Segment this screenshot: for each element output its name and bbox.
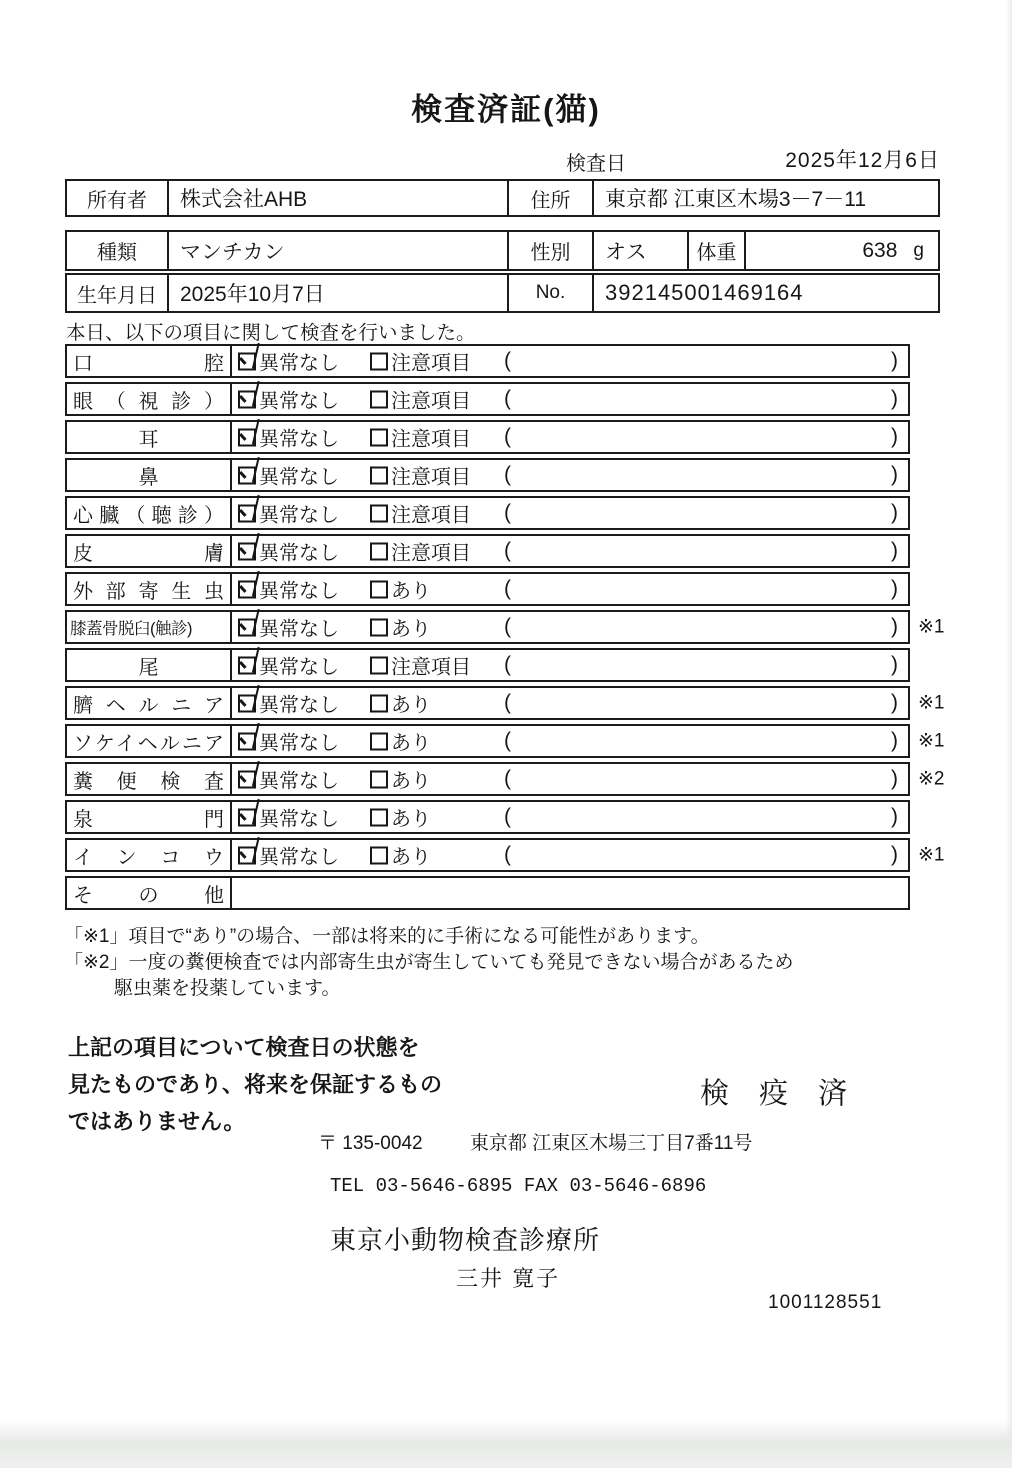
disclaimer-line-1: 上記の項目について検査日の状態を [68, 1035, 420, 1060]
checklist-item-label [67, 840, 232, 870]
option-label: 異常なし [259, 656, 339, 679]
owner-value: 株式会社AHB [167, 181, 507, 215]
remark-paren-close: ) [891, 805, 898, 828]
option-issue [370, 385, 471, 414]
option-label: 注意項目 [391, 390, 471, 413]
scan-edge-bottom [0, 1420, 1012, 1468]
checkbox-unchecked-icon[interactable] [370, 542, 388, 560]
intro-text: 本日、以下の項目に関して検査を行いました。 [66, 322, 476, 344]
option-issue [370, 575, 431, 604]
option-label: 異常なし [259, 580, 339, 603]
option-no-abnormality [238, 765, 339, 794]
option-label: 異常なし [259, 846, 339, 869]
option-no-abnormality [238, 803, 339, 832]
footnote-1: 「※1」項目で“あり”の場合、一部は将来的に手術になる可能性があります。 [64, 926, 710, 947]
checkbox-checked-icon[interactable] [238, 580, 256, 598]
checklist-row [65, 534, 910, 568]
remark-paren-open: ( [504, 767, 511, 790]
option-issue [370, 537, 471, 566]
inspection-date-value: 2025年12月6日 [785, 149, 940, 172]
option-issue [370, 841, 431, 870]
remark-paren-close: ) [891, 729, 898, 752]
checklist-item-label [67, 802, 232, 832]
option-label: あり [391, 770, 431, 793]
address-value: 東京都 江東区木場3－7－11 [592, 181, 938, 215]
remark-paren-close: ) [891, 577, 898, 600]
option-label: 異常なし [259, 390, 339, 413]
checklist-row-content [232, 384, 908, 414]
footnote-2: 「※2」一度の糞便検査では内部寄生虫が寄生していても発見できない場合があるため [64, 952, 794, 973]
footnote-ref-mark: ※2 [918, 768, 945, 790]
weight-value: 638 [862, 238, 898, 262]
disclaimer [68, 1029, 442, 1140]
checklist-item-label [67, 460, 232, 490]
serial-number: 1001128551 [768, 1292, 883, 1313]
checklist-row [65, 876, 910, 910]
checklist-item-label [67, 688, 232, 718]
checklist-row-content [232, 422, 908, 452]
footnote-ref-mark: ※1 [918, 844, 945, 866]
remark-paren-open: ( [504, 843, 511, 866]
animal-table-row1 [65, 230, 940, 271]
checklist-item-label-text: 眼（視診） [73, 390, 224, 413]
remark-paren-open: ( [504, 729, 511, 752]
option-no-abnormality [238, 385, 339, 414]
remark-paren-open: ( [504, 691, 511, 714]
remark-paren-open: ( [504, 615, 511, 638]
option-label: 注意項目 [391, 542, 471, 565]
checklist-item-label [67, 384, 232, 414]
checklist-item-label [67, 878, 232, 908]
option-no-abnormality [238, 613, 339, 642]
option-label: 異常なし [259, 694, 339, 717]
checkbox-checked-icon[interactable] [238, 618, 256, 636]
option-label: 異常なし [259, 428, 339, 451]
checklist-row [65, 496, 910, 530]
checklist-row [65, 344, 910, 378]
remark-paren-close: ) [891, 501, 898, 524]
weight-cell [744, 232, 938, 269]
option-label: あり [391, 618, 431, 641]
checkbox-checked-icon[interactable] [238, 770, 256, 788]
option-issue [370, 727, 431, 756]
checkbox-checked-icon[interactable] [238, 466, 256, 484]
checklist-item-label [67, 612, 232, 642]
checkbox-checked-icon[interactable] [238, 390, 256, 408]
clinic-address: 東京都 江東区木場三丁目7番11号 [469, 1133, 753, 1154]
veterinarian-name: 三井 寛子 [456, 1266, 561, 1291]
checklist-row [65, 610, 945, 644]
option-label: 異常なし [259, 618, 339, 641]
no-label: No. [507, 275, 592, 311]
option-issue [370, 651, 471, 680]
checklist-row [65, 838, 945, 872]
remark-paren-close: ) [891, 463, 898, 486]
checkbox-checked-icon[interactable] [238, 808, 256, 826]
checklist-item-label [67, 574, 232, 604]
remark-paren-close: ) [891, 349, 898, 372]
option-issue [370, 347, 471, 376]
option-issue [370, 689, 431, 718]
footnote-ref-mark: ※1 [918, 692, 945, 714]
checkbox-checked-icon[interactable] [238, 542, 256, 560]
checklist-item-label-text: 鼻 [138, 466, 159, 489]
remark-paren-open: ( [504, 387, 511, 410]
birth-value: 2025年10月7日 [167, 275, 507, 311]
owner-table [65, 179, 940, 217]
checkbox-checked-icon[interactable] [238, 846, 256, 864]
checkbox-unchecked-icon[interactable] [370, 732, 388, 750]
checklist-row [65, 648, 910, 682]
checklist-item-label-text: 口腔 [73, 352, 224, 375]
remark-paren-close: ) [891, 615, 898, 638]
option-no-abnormality [238, 727, 339, 756]
checklist-item-label-text: 心臓（聴診） [73, 504, 224, 527]
footnote-ref-mark: ※1 [918, 616, 945, 638]
checklist-item-label-text: 膝蓋骨脱臼(触診) [70, 620, 192, 638]
checklist-item-label-text: その他 [73, 884, 224, 907]
checkbox-unchecked-icon[interactable] [370, 618, 388, 636]
remark-paren-close: ) [891, 539, 898, 562]
checkbox-unchecked-icon[interactable] [370, 580, 388, 598]
checklist-row [65, 572, 910, 606]
animal-table-row2 [65, 273, 940, 313]
option-no-abnormality [238, 499, 339, 528]
option-no-abnormality [238, 537, 339, 566]
remark-paren-close: ) [891, 843, 898, 866]
checklist-item-label-text: 臍ヘルニア [73, 694, 224, 717]
checklist-row-content [232, 802, 908, 832]
inspection-date-label: 検査日 [566, 153, 626, 175]
clinic-name: 東京小動物検査診療所 [330, 1225, 601, 1255]
checklist-row-content [232, 878, 908, 908]
sex-value: オス [592, 232, 687, 269]
checklist-item-label [67, 346, 232, 376]
option-label: 注意項目 [391, 656, 471, 679]
remark-paren-open: ( [504, 539, 511, 562]
option-label: あり [391, 580, 431, 603]
remark-paren-close: ) [891, 387, 898, 410]
checklist-row [65, 800, 910, 834]
checkbox-unchecked-icon[interactable] [370, 352, 388, 370]
checkbox-checked-icon[interactable] [238, 694, 256, 712]
sex-label: 性別 [507, 232, 592, 269]
checklist-row [65, 762, 945, 796]
checklist-item-label-text: 泉門 [73, 808, 224, 831]
option-issue [370, 613, 431, 642]
checklist-item-label-text: 糞便検査 [73, 770, 224, 793]
option-no-abnormality [238, 689, 339, 718]
checklist-row-content [232, 764, 908, 794]
checkbox-unchecked-icon[interactable] [370, 504, 388, 522]
checklist-item-label-text: 外部寄生虫 [73, 580, 224, 603]
option-label: 異常なし [259, 542, 339, 565]
remark-paren-open: ( [504, 425, 511, 448]
quarantine-stamp: 検 疫 済 [700, 1078, 859, 1110]
breed-value: マンチカン [167, 232, 507, 269]
owner-label: 所有者 [87, 189, 147, 212]
checklist-item-label [67, 498, 232, 528]
checkbox-unchecked-icon[interactable] [370, 656, 388, 674]
checkbox-unchecked-icon[interactable] [370, 466, 388, 484]
checklist-row [65, 686, 945, 720]
checklist-row [65, 724, 945, 758]
option-label: あり [391, 808, 431, 831]
checkbox-unchecked-icon[interactable] [370, 808, 388, 826]
option-label: 注意項目 [391, 428, 471, 451]
footnote-ref-mark: ※1 [918, 730, 945, 752]
checkbox-unchecked-icon[interactable] [370, 846, 388, 864]
remark-paren-close: ) [891, 653, 898, 676]
option-label: 異常なし [259, 770, 339, 793]
remark-paren-close: ) [891, 425, 898, 448]
checkbox-unchecked-icon[interactable] [370, 770, 388, 788]
option-label: 注意項目 [391, 504, 471, 527]
birth-label: 生年月日 [77, 284, 157, 307]
clinic-address-line [318, 1128, 752, 1155]
remark-paren-open: ( [504, 463, 511, 486]
remark-paren-open: ( [504, 577, 511, 600]
weight-unit: g [913, 239, 924, 261]
checklist-row-content [232, 612, 908, 642]
option-label: 異常なし [259, 808, 339, 831]
checklist-row-content [232, 536, 908, 566]
option-label: 異常なし [259, 504, 339, 527]
disclaimer-line-3: ではありません。 [68, 1109, 246, 1134]
option-label: あり [391, 694, 431, 717]
checklist-item-label-text: ソケイヘルニア [73, 732, 224, 755]
remark-paren-open: ( [504, 653, 511, 676]
option-no-abnormality [238, 575, 339, 604]
checklist-row-content [232, 650, 908, 680]
postal-code: 〒 135-0042 [318, 1133, 423, 1154]
option-no-abnormality [238, 841, 339, 870]
checkbox-checked-icon[interactable] [238, 732, 256, 750]
checklist-item-label [67, 650, 232, 680]
checkbox-checked-icon[interactable] [238, 428, 256, 446]
option-no-abnormality [238, 347, 339, 376]
checklist-row-content [232, 460, 908, 490]
checklist-row-content [232, 346, 908, 376]
option-no-abnormality [238, 423, 339, 452]
weight-label: 体重 [687, 232, 744, 269]
checklist-row-content [232, 726, 908, 756]
checklist-row [65, 458, 910, 492]
breed-label: 種類 [97, 242, 137, 264]
option-label: 注意項目 [391, 466, 471, 489]
option-issue [370, 765, 431, 794]
checklist-item-label [67, 536, 232, 566]
checkbox-checked-icon[interactable] [238, 656, 256, 674]
option-label: あり [391, 732, 431, 755]
checklist-row [65, 420, 910, 454]
remark-paren-close: ) [891, 767, 898, 790]
checklist-item-label-text: 尾 [138, 656, 159, 679]
checklist-row [65, 382, 910, 416]
tel-fax-line: TEL 03-5646-6895 FAX 03-5646-6896 [330, 1175, 707, 1197]
option-label: 異常なし [259, 732, 339, 755]
checkbox-unchecked-icon[interactable] [370, 428, 388, 446]
checklist-row-content [232, 498, 908, 528]
checklist-row-content [232, 574, 908, 604]
checklist-item-label-text: インコウ [73, 846, 224, 869]
disclaimer-line-2: 見たものであり、将来を保証するもの [68, 1072, 443, 1097]
checklist-item-label [67, 422, 232, 452]
scan-edge-right [1006, 0, 1012, 1468]
option-label: 注意項目 [391, 352, 471, 375]
page-title: 検査済証(猫) [411, 92, 601, 127]
checkbox-checked-icon[interactable] [238, 504, 256, 522]
checkbox-unchecked-icon[interactable] [370, 390, 388, 408]
checklist-item-label-text: 耳 [138, 428, 159, 451]
footnote-2-cont: 駆虫薬を投薬しています。 [114, 978, 341, 999]
checkbox-checked-icon[interactable] [238, 352, 256, 370]
remark-paren-open: ( [504, 805, 511, 828]
option-label: 異常なし [259, 466, 339, 489]
checklist-item-label-text: 皮膚 [73, 542, 224, 565]
address-label: 住所 [507, 181, 592, 215]
option-issue [370, 499, 471, 528]
option-issue [370, 803, 431, 832]
option-label: 異常なし [259, 352, 339, 375]
footnotes [64, 924, 794, 1002]
checklist-row-content [232, 688, 908, 718]
remark-paren-open: ( [504, 349, 511, 372]
option-issue [370, 423, 471, 452]
option-no-abnormality [238, 651, 339, 680]
option-no-abnormality [238, 461, 339, 490]
option-issue [370, 461, 471, 490]
option-label: あり [391, 846, 431, 869]
remark-paren-open: ( [504, 501, 511, 524]
checkbox-unchecked-icon[interactable] [370, 694, 388, 712]
checklist-item-label [67, 764, 232, 794]
checklist-item-label [67, 726, 232, 756]
remark-paren-close: ) [891, 691, 898, 714]
checklist-row-content [232, 840, 908, 870]
no-value: 392145001469164 [592, 275, 938, 311]
